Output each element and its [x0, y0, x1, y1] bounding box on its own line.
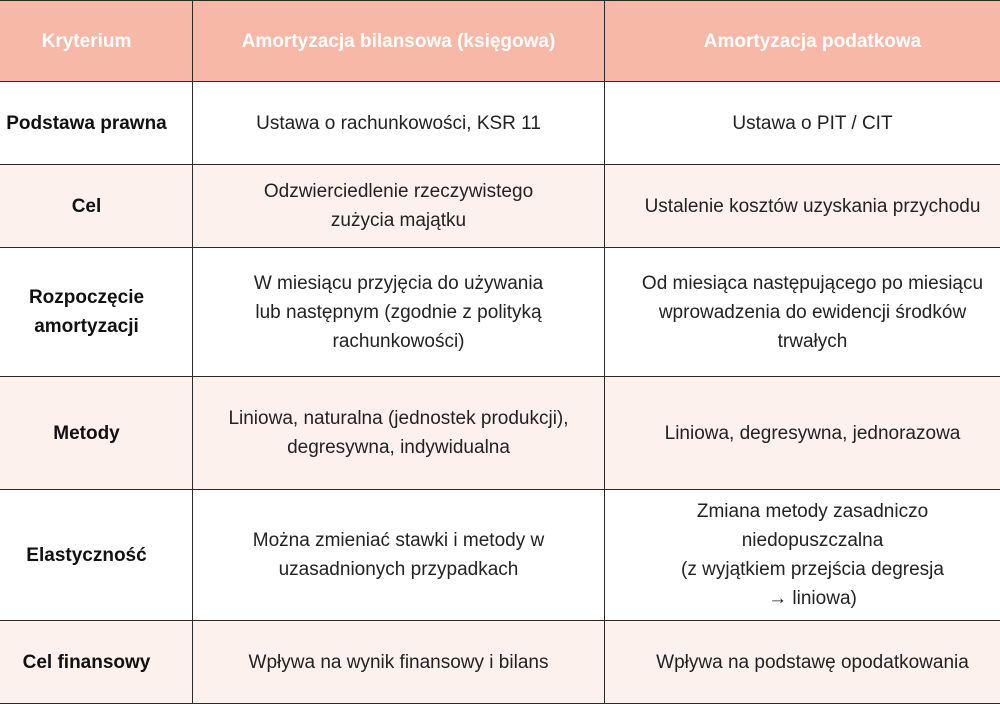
table-row: [0, 82, 1000, 165]
table-row: [0, 621, 1000, 704]
row-balance-value: Można zmieniać stawki i metody w uzasadnionych przypadkach: [193, 490, 605, 621]
row-criterion: Cel: [0, 165, 193, 248]
table-row: [0, 377, 1000, 490]
row-criterion: Metody: [0, 377, 193, 490]
row-balance-value: Wpływa na wynik finansowy i bilans: [193, 621, 605, 704]
row-balance-value: Odzwierciedlenie rzeczywistego zużycia majątku: [193, 165, 605, 248]
header-tax-depreciation: Amortyzacja podatkowa: [605, 1, 1000, 82]
row-criterion: Cel finansowy: [0, 621, 193, 704]
table-row: [0, 490, 1000, 621]
row-tax-value: Zmiana metody zasadniczo niedopuszczalna (z wyjątkiem przejścia degresja → liniowa): [605, 490, 1000, 621]
row-balance-value: Ustawa o rachunkowości, KSR 11: [193, 82, 605, 165]
row-balance-value: Liniowa, naturalna (jednostek produkcji), degresywna, indywidualna: [193, 377, 605, 490]
row-criterion: Podstawa prawna: [0, 82, 193, 165]
row-tax-value: Ustalenie kosztów uzyskania przychodu: [605, 165, 1000, 248]
table-header-row: [0, 1, 1000, 82]
header-balance-depreciation: Amortyzacja bilansowa (księgowa): [193, 1, 605, 82]
row-tax-value: Liniowa, degresywna, jednorazowa: [605, 377, 1000, 490]
table-row: [0, 165, 1000, 248]
row-tax-value: Od miesiąca następującego po miesiącu wprowadzenia do ewidencji środków trwałych: [605, 248, 1000, 377]
row-tax-value: Ustawa o PIT / CIT: [605, 82, 1000, 165]
row-criterion: Rozpoczęcie amortyzacji: [0, 248, 193, 377]
table-row: [0, 248, 1000, 377]
row-balance-value: W miesiącu przyjęcia do używania lub następnym (zgodnie z polityką rachunkowości): [193, 248, 605, 377]
row-tax-value: Wpływa na podstawę opodatkowania: [605, 621, 1000, 704]
header-criterion: Kryterium: [0, 1, 193, 82]
row-criterion: Elastyczność: [0, 490, 193, 621]
